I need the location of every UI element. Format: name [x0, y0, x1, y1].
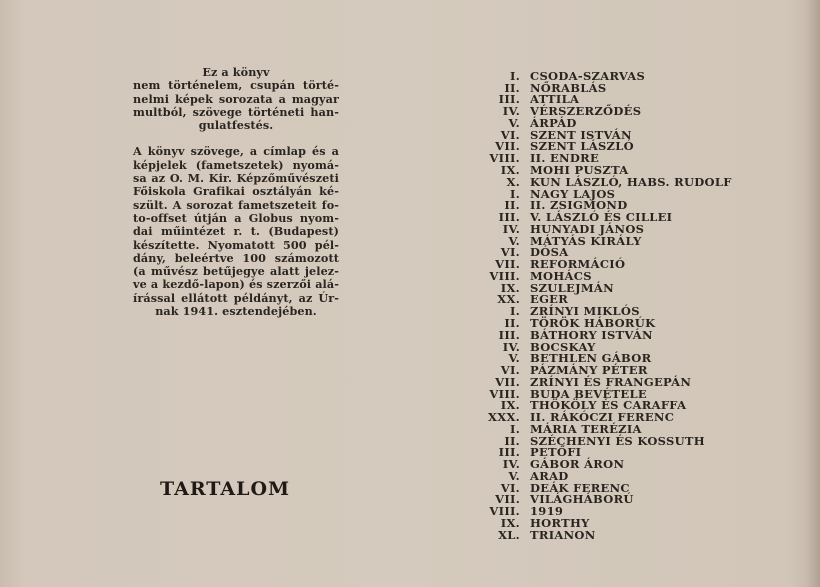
toc-entry-title: PÁZMÁNY PÉTER [530, 363, 648, 378]
toc-entry-number: IX. [500, 398, 520, 413]
toc-entry-number: II. [504, 433, 520, 448]
contents-heading: TARTALOM [160, 478, 291, 500]
toc-entry-title: NAGY LAJOS [530, 186, 616, 201]
toc-entry-title: MOHÁCS [530, 268, 592, 283]
toc-entry-number: IX. [500, 163, 520, 178]
toc-entry-title: SZULEJMÁN [530, 280, 614, 295]
toc-entry-title: REFORMÁCIÓ [530, 257, 626, 272]
toc-entry-title: DEÁK FERENC [530, 480, 630, 495]
toc-entry-number: IV. [502, 339, 520, 354]
toc-entry-number: XXX. [488, 410, 520, 425]
toc-entry-number: IV. [502, 221, 520, 236]
colophon-line: Ez a könyv [202, 65, 270, 79]
toc-entry-number: III. [498, 445, 520, 460]
colophon-line: szült. A sorozat fametszeteit fo- [133, 197, 339, 212]
toc-entry-title: THÖKÖLY ÉS CARAFFA [530, 398, 687, 413]
toc-entry-title: II. ZSIGMOND [530, 198, 628, 213]
toc-entry-number: VII. [495, 139, 520, 154]
table-of-contents [478, 70, 778, 541]
toc-entry-number: VIII. [489, 268, 520, 283]
toc-entry-title: BOCSKAY [530, 339, 596, 354]
toc-entry-title: MÁRIA TERÉZIA [530, 421, 642, 436]
toc-entry-title: BETHLEN GÁBOR [530, 351, 652, 366]
toc-entry-number: VII. [495, 492, 520, 507]
toc-entry-title: PETŐFI [530, 445, 582, 460]
toc-entry-title: TÖRÖK HÁBORÚK [530, 315, 656, 330]
colophon-line: sa az O. M. Kir. Képzőművészeti [133, 171, 339, 186]
toc-entry-number: I. [510, 68, 520, 83]
toc-entry-number: VIII. [489, 151, 520, 166]
toc-entry-title: HORTHY [530, 515, 590, 530]
toc-entry-title: ZRÍNYI ÉS FRANGEPÁN [530, 374, 692, 389]
toc-entry-title: SZENT LÁSZLÓ [530, 139, 634, 154]
toc-entry-title: CSODA-SZARVAS [530, 68, 646, 83]
toc-entry-title: VÉRSZERZŐDÉS [530, 104, 642, 119]
toc-entry-number: IX. [500, 280, 520, 295]
colophon-line: nak 1941. esztendejében. [155, 304, 317, 319]
toc-entry-title: MÁTYÁS KIRÁLY [530, 233, 642, 248]
colophon-line: gulatfestés. [198, 118, 274, 133]
toc-entry-title: KUN LÁSZLÓ, HABS. RUDOLF [530, 174, 732, 189]
toc-entry-number: VI. [500, 245, 520, 260]
toc-entry-title: SZÉCHENYI ÉS KOSSUTH [530, 433, 705, 448]
toc-entry-number: III. [498, 327, 520, 342]
toc-entry-number: I. [510, 186, 520, 201]
toc-entry-number: XX. [497, 292, 520, 307]
toc-entry-number: V. [508, 115, 520, 130]
toc-entry-number: VIII. [489, 504, 520, 519]
colophon-line: képjelek (fametszetek) nyomá- [133, 157, 339, 172]
toc-entry-number: V. [508, 233, 520, 248]
toc-entry-title: BÁTHORY ISTVÁN [530, 327, 653, 342]
colophon-text [133, 66, 339, 331]
toc-entry-number: VI. [500, 480, 520, 495]
toc-entry-number: XL. [498, 527, 520, 542]
toc-entry-title: ATTILA [530, 92, 580, 107]
toc-entry-title: 1919 [530, 504, 564, 519]
colophon-line: dai műintézet r. t. (Budapest) [133, 224, 339, 239]
toc-entry-number: I. [510, 421, 520, 436]
colophon-line: multból, szövege történeti han- [133, 104, 339, 119]
toc-entry-title: II. ENDRE [530, 151, 600, 166]
toc-entry-number: VI. [500, 363, 520, 378]
colophon-line: nelmi képek sorozata a magyar [133, 91, 339, 106]
toc-entry-number: IV. [502, 457, 520, 472]
toc-entry-title: BUDA BEVÉTELE [530, 386, 647, 401]
toc-entry-title: ÁRPÁD [530, 115, 577, 130]
toc-entry-title: MOHI PUSZTA [530, 163, 629, 178]
colophon-line: to-offset útján a Globus nyom- [133, 210, 339, 225]
colophon-line: ve a kezdő-lapon) és szerzői alá- [133, 277, 339, 292]
toc-entry-number: X. [506, 174, 520, 189]
toc-entry-title: NŐRABLÁS [530, 80, 607, 95]
colophon-paragraph-2 [133, 145, 339, 318]
toc-entry-number: II. [504, 315, 520, 330]
toc-entry-title: EGER [530, 292, 569, 307]
toc-entry-title: SZENT ISTVÁN [530, 127, 632, 142]
toc-entry-number: V. [508, 351, 520, 366]
colophon-line: (a művész betűjegye alatt jelez- [133, 264, 339, 279]
toc-entry-number: IV. [502, 104, 520, 119]
toc-entry-number: III. [498, 92, 520, 107]
toc-entry-number: II. [504, 80, 520, 95]
colophon-line: írással ellátott példányt, az Úr- [133, 290, 339, 305]
toc-entry-title: V. LÁSZLÓ ÉS CILLEI [530, 210, 673, 225]
toc-entry-number: I. [510, 304, 520, 319]
toc-entry-number: VI. [500, 127, 520, 142]
toc-entry-title: ARAD [530, 468, 569, 483]
colophon-line: A könyv szövege, a címlap és a [133, 144, 339, 159]
colophon-line: nem történelem, csupán törté- [133, 78, 339, 93]
toc-entry-title: II. RÁKÓCZI FERENC [530, 410, 675, 425]
toc-entry-number: V. [508, 468, 520, 483]
toc-entry [478, 529, 778, 541]
colophon-paragraph-1 [133, 66, 339, 132]
toc-entry-title: GÁBOR ÁRON [530, 457, 625, 472]
toc-entry-number: IX. [500, 515, 520, 530]
toc-entry-title: ZRÍNYI MIKLÓS [530, 304, 640, 319]
colophon-line: Főiskola Grafikai osztályán ké- [133, 184, 339, 199]
toc-entry-title: HUNYADI JÁNOS [530, 221, 645, 236]
toc-entry-number: VII. [495, 257, 520, 272]
toc-entry-number: III. [498, 210, 520, 225]
toc-entry-number: II. [504, 198, 520, 213]
colophon-line: dány, beleértve 100 számozott [133, 250, 339, 265]
toc-entry-title: TRIANON [530, 527, 596, 542]
page-edge-shadow [806, 0, 820, 587]
toc-entry-title: VILÁGHÁBORÚ [530, 492, 634, 507]
toc-entry-number: VIII. [489, 386, 520, 401]
colophon-line: készítette. Nyomatott 500 pél- [133, 237, 339, 252]
toc-entry-number: VII. [495, 374, 520, 389]
toc-entry-title: DÓSA [530, 245, 569, 260]
